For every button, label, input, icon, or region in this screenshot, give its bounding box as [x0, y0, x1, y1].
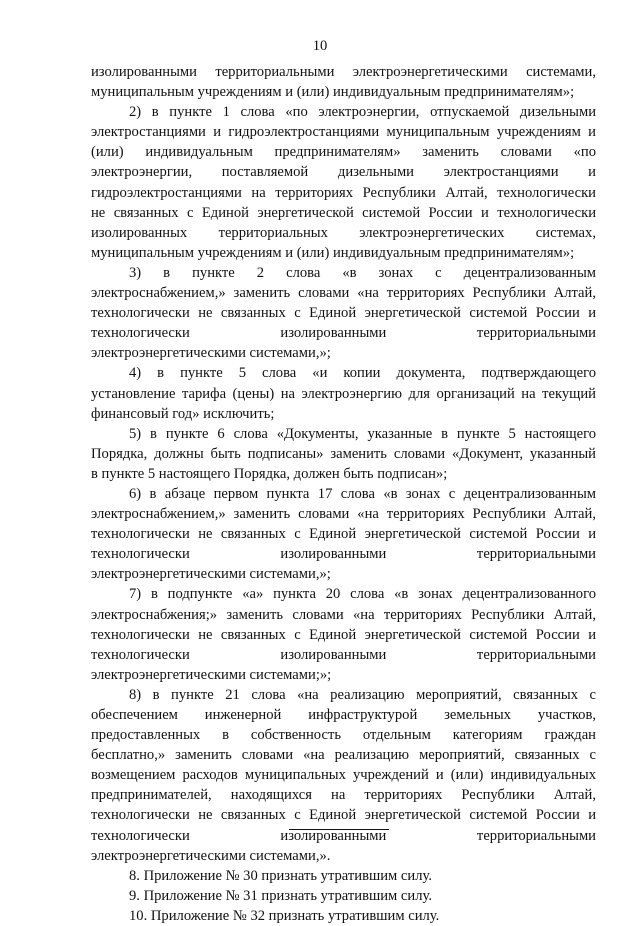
text-line: (или) индивидуальным предпринимателям» заменить словами «по — [91, 144, 596, 161]
text-line: муниципальным учреждениям и (или) индивидуальным предпринимателям»; — [91, 244, 575, 261]
text-line: электроснабжением,» заменить словами «на территориях Республики Алтай, — [91, 506, 596, 523]
text-line: финансовый год» исключить; — [91, 405, 275, 422]
text-line: электроснабжения;» заменить словами «на территориях Республики Алтай, — [91, 606, 596, 623]
text-line: технологически не связанных с Единой энергетической системой России и — [91, 807, 596, 824]
text-line: в пункте 5 настоящего Порядка, должен быть подписан»; — [91, 465, 448, 482]
text-line: технологически не связанных с Единой энергетической системой России и — [91, 526, 596, 543]
text-line: установление тарифа (цены) на электроэнергию для организаций на текущий — [91, 385, 596, 402]
text-line: 5) в пункте 6 слова «Документы, указанные в пункте 5 настоящего — [129, 425, 596, 442]
text-line: гидроэлектростанциями на территориях Республики Алтай, технологически — [91, 184, 596, 201]
text-line: предпринимателей, находящихся на территориях Республики Алтай, — [91, 787, 596, 804]
text-line: технологически не связанных с Единой энергетической системой России и — [91, 305, 596, 322]
text-line: предоставленных в собственность отдельным категориям граждан — [91, 727, 596, 744]
text-line: технологически изолированными территориальными — [91, 827, 596, 844]
text-line: технологически не связанных с Единой энергетической системой России и — [91, 626, 596, 643]
text-line: не связанных с Единой энергетической системой России и технологически — [91, 204, 596, 221]
text-line: 10. Приложение № 32 признать утратившим силу. — [129, 907, 440, 924]
text-line: электроэнергетическими системами,». — [91, 847, 331, 864]
text-line: обеспечением инженерной инфраструктурой земельных участков, — [91, 707, 596, 723]
text-line: 6) в абзаце первом пункта 17 слова «в зонах с децентрализованным — [129, 485, 596, 502]
text-line: технологически изолированными территориальными — [91, 546, 596, 563]
end-rule — [289, 829, 389, 830]
body-text — [91, 62, 596, 926]
text-line: Порядка, должны быть подписаны» заменить словами «Документ, указанный — [91, 445, 596, 462]
text-line: 7) в подпункте «а» пункта 20 слова «в зонах децентрализованного — [129, 586, 596, 603]
text-line: электроэнергетическими системами,»; — [91, 566, 331, 583]
text-line: бесплатно,» заменить словами «на реализацию мероприятий, связанных с — [91, 747, 596, 764]
text-line: электроэнергетическими системами;»; — [91, 666, 332, 683]
text-line: муниципальным учреждениям и (или) индивидуальным предпринимателям»; — [91, 84, 575, 101]
page-number: 10 — [312, 38, 328, 54]
text-line: возмещением расходов муниципальных учреждений и (или) индивидуальных — [91, 767, 596, 784]
text-line: 3) в пункте 2 слова «в зонах с децентрализованным — [129, 264, 596, 281]
text-line: изолированными территориальными электроэнергетическими системами, — [91, 64, 596, 80]
text-line: технологически изолированными территориальными — [91, 325, 596, 342]
text-line: изолированных территориальных электроэнергетических системах, — [91, 224, 596, 241]
text-line: электроэнергетическими системами,»; — [91, 345, 331, 362]
text-line: 4) в пункте 5 слова «и копии документа, подтверждающего — [129, 365, 596, 382]
text-line: технологически изолированными территориальными — [91, 646, 596, 663]
text-line: электроснабжением,» заменить словами «на территориях Республики Алтай, — [91, 285, 596, 302]
text-line: 9. Приложение № 31 признать утратившим силу. — [129, 887, 432, 904]
text-line: 2) в пункте 1 слова «по электроэнергии, отпускаемой дизельными — [129, 104, 596, 121]
text-line: 8) в пункте 21 слова «на реализацию мероприятий, связанных с — [129, 686, 596, 703]
text-line: электроэнергии, поставляемой дизельными электростанциями и — [91, 164, 596, 181]
text-line: 8. Приложение № 30 признать утратившим силу. — [129, 867, 432, 884]
text-line: электростанциями и гидроэлектростанциями муниципальным учреждениям и — [91, 124, 596, 141]
